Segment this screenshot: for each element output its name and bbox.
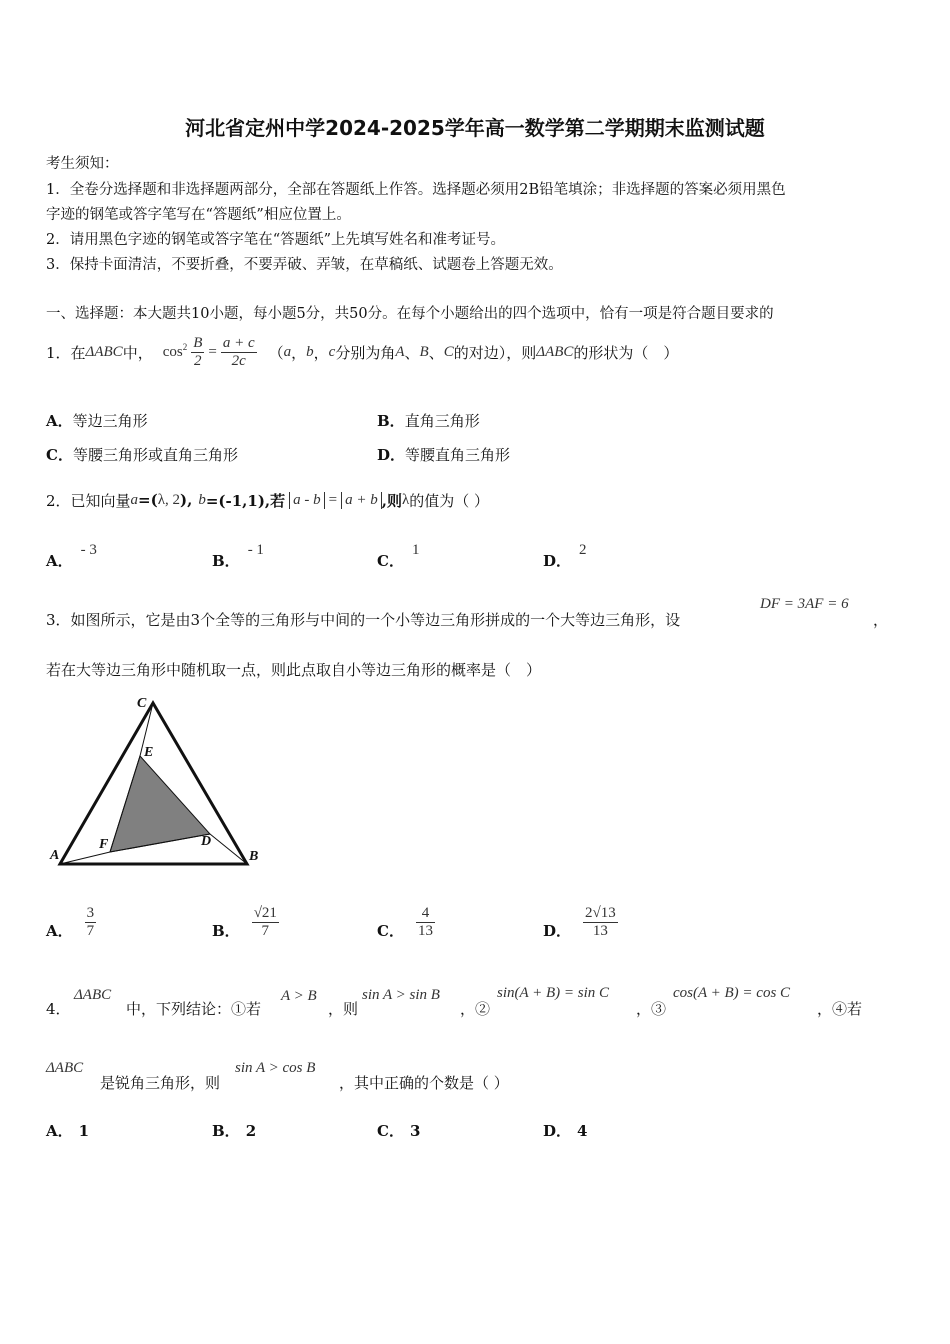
- notice-line-3: 3．保持卡面清洁，不要折叠，不要弄破、弄皱，在草稿纸、试题卷上答题无效。: [46, 257, 563, 273]
- q1-a: a: [283, 343, 292, 360]
- q1-comma2: ，: [313, 343, 329, 362]
- label-c: C: [137, 696, 147, 711]
- q1-eq: =: [208, 343, 217, 360]
- q2-t1: 2．已知向量: [46, 491, 131, 510]
- q2-t2: =(: [138, 491, 158, 509]
- q1-b: b: [306, 343, 314, 360]
- q4-t5: ，④若: [817, 1000, 863, 1018]
- q2-option-c[interactable]: C．1: [377, 542, 420, 570]
- q3-t3: 若在大等边三角形中随机取一点，则此点取自小等边三角形的概率是（ ）: [46, 661, 542, 679]
- q1-option-c[interactable]: C．等腰三角形或直角三角形: [46, 446, 238, 464]
- notice-heading: 考生须知：: [46, 156, 119, 172]
- q3-t2: ，: [873, 611, 889, 629]
- q4-f1: A > B: [281, 988, 317, 1004]
- q3-option-b[interactable]: B． $\frac{√21}{7}$: [212, 905, 277, 940]
- q1-sep2: 、: [428, 343, 444, 362]
- q3-figure: [46, 690, 276, 870]
- q4-t4: ，③: [636, 1000, 667, 1018]
- q4-f5: sin A > cos B: [235, 1060, 316, 1076]
- q1-t1: 分别为角: [335, 343, 396, 362]
- label-a: A: [50, 848, 60, 863]
- q1-C: C: [443, 343, 454, 360]
- q2-abs-diff: a - b: [289, 492, 325, 509]
- q1-triangle-2: ΔABC: [536, 343, 574, 360]
- q4-f2: sin A > sin B: [362, 987, 440, 1003]
- label-e: E: [144, 745, 154, 760]
- q2-option-d[interactable]: D．2: [543, 542, 587, 570]
- q1-t2: 的对边），则: [453, 343, 537, 362]
- q2-vec-b: b: [198, 491, 206, 508]
- q2-option-a[interactable]: A．- 3: [46, 542, 97, 570]
- q4-option-b[interactable]: B． 2: [212, 1122, 257, 1140]
- q1-triangle: ΔABC: [85, 343, 123, 360]
- label-f: F: [99, 837, 109, 852]
- q4-option-c[interactable]: C． 3: [377, 1122, 421, 1140]
- q4-t7: ，其中正确的个数是（ ）: [339, 1074, 509, 1092]
- q1-frac-b: $\frac{B}{2}$: [193, 334, 203, 369]
- q3-t1: 3．如图所示，它是由3个全等的三角形与中间的一个小等边三角形拼成的一个大等边三角形，设: [46, 611, 681, 629]
- notice-line-1b: 字迹的钢笔或答字笔写在“答题纸”相应位置上。: [46, 207, 351, 223]
- q4-t2: ，则: [328, 1000, 359, 1018]
- q2-eq: =: [328, 491, 338, 508]
- q4-triangle-2: ΔABC: [46, 1060, 84, 1076]
- q2-t6: 的值为（ ）: [409, 491, 490, 510]
- q1-frac-r: $\frac{a + c}{2c}$: [222, 334, 255, 369]
- notice-line-1a: 1．全卷分选择题和非选择题两部分，全部在答题纸上作答。选择题必须用2B铅笔填涂；非选择题的答案必须用黑色: [46, 182, 786, 198]
- page-title: 河北省定州中学2024-2025学年高一数学第二学期期末监测试题: [185, 116, 765, 140]
- q4-option-d[interactable]: D． 4: [543, 1122, 588, 1140]
- q1-sep1: 、: [404, 343, 420, 362]
- q4-f3: sin(A + B) = sin C: [497, 985, 610, 1001]
- q2-abs-sum: a + b: [341, 492, 382, 509]
- q1-comma1: ，: [291, 343, 307, 362]
- q4-triangle: ΔABC: [74, 987, 112, 1003]
- q3-option-a[interactable]: A． $\frac{3}{7}$: [46, 905, 95, 940]
- q4-option-a[interactable]: A． 1: [46, 1122, 90, 1140]
- q1-c: c: [328, 343, 336, 360]
- q1-option-a[interactable]: A．等边三角形: [46, 412, 148, 430]
- q2-t3: ),: [180, 491, 193, 509]
- q1-sup: 2: [182, 342, 188, 352]
- q1-option-d[interactable]: D．等腰直角三角形: [377, 446, 511, 464]
- q1-cos: cos: [162, 343, 183, 360]
- q2-vec-a: a: [130, 491, 139, 508]
- notice-line-2: 2．请用黑色字迹的钢笔或答字笔在“答题纸”上先填写姓名和准考证号。: [46, 232, 506, 248]
- q3-option-c[interactable]: C． $\frac{4}{13}$: [377, 905, 433, 940]
- q1-A: A: [395, 343, 405, 360]
- q1-t3: 的形状为（ ）: [573, 343, 679, 362]
- q1-B: B: [419, 343, 429, 360]
- question-2: [46, 480, 489, 520]
- q2-lambda: λ: [401, 491, 410, 508]
- q3-formula: DF = 3AF = 6: [760, 596, 849, 612]
- q2-t4: =(-1,1),若: [205, 491, 286, 510]
- q1-mid: 中，: [122, 343, 153, 362]
- q4-t1: 中，下列结论：①若: [126, 1000, 262, 1018]
- label-b: B: [249, 849, 259, 864]
- q4-f4: cos(A + B) = cos C: [673, 985, 791, 1001]
- q2-lambda-2: λ, 2: [157, 491, 180, 508]
- q1-num: 1．在: [46, 343, 86, 362]
- q4-num: 4．: [46, 1000, 71, 1018]
- q2-t5: ,则: [381, 491, 402, 510]
- q1-option-b[interactable]: B．直角三角形: [377, 412, 480, 430]
- label-d: D: [201, 834, 212, 849]
- question-1: [46, 327, 678, 377]
- q4-t6: 是锐角三角形，则: [100, 1074, 221, 1092]
- q1-paren: （: [268, 343, 284, 362]
- q4-t3: ，②: [460, 1000, 491, 1018]
- q3-option-d[interactable]: D． $\frac{2√13}{13}$: [543, 905, 616, 940]
- q2-option-b[interactable]: B．- 1: [212, 542, 264, 570]
- section-heading: 一、选择题：本大题共10小题，每小题5分，共50分。在每个小题给出的四个选项中，恰有一项是符合题目要求的: [46, 306, 774, 322]
